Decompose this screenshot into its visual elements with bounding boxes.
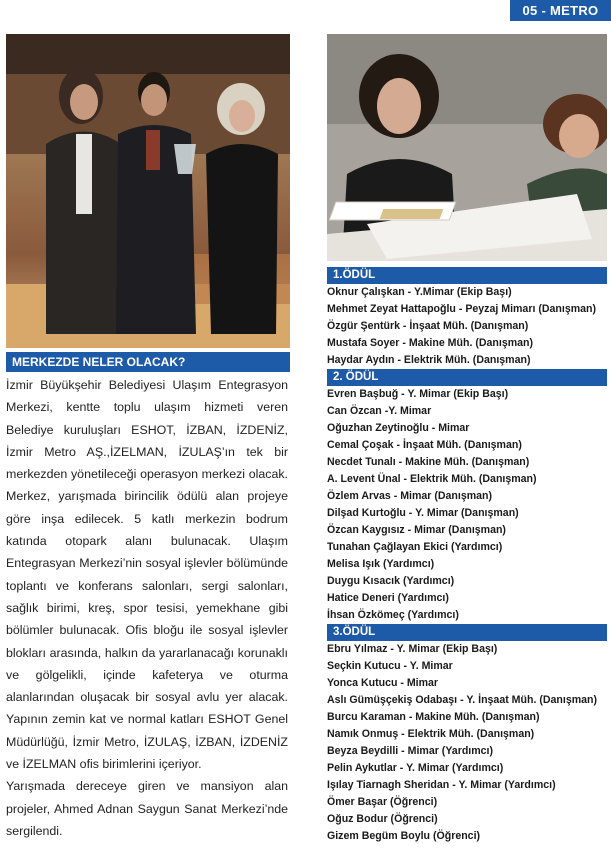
award-member: Aslı Gümüşçekiş Odabaşı - Y. İnşaat Müh. (Danışman) [327,694,598,706]
section-heading: MERKEZDE NELER OLACAK? [6,352,290,372]
award-member: Can Özcan -Y. Mimar [327,405,432,417]
award-member: Yonca Kutucu - Mimar [327,677,439,689]
award-member: Mehmet Zeyat Hattapoğlu - Peyzaj Mimarı (Danışman) [327,303,597,315]
awards-list [327,267,607,845]
award-member: Gizem Begüm Boylu (Öğrenci) [327,830,481,842]
award-member: Tunahan Çağlayan Ekici (Yardımcı) [327,541,503,553]
award-heading-3: 3.ÖDÜL [327,624,607,641]
award-member: Burcu Karaman - Makine Müh. (Danışman) [327,711,540,723]
award-member: İhsan Özkömeç (Yardımcı) [327,609,459,621]
award-member: A. Levent Ünal - Elektrik Müh. (Danışman) [327,473,537,485]
award-member: Işılay Tiarnagh Sheridan - Y. Mimar (Yardımcı) [327,779,556,791]
article-paragraph: İzmir Büyükşehir Belediyesi Ulaşım Entegrasyon Merkezi, kentte toplu ulaşım hizmeti veren Belediye kuruluşları ESHOT, İZBAN, İZDENİZ, İzmir Metro AŞ.,İZELMAN, İZULAŞ’ın tek bir merkezden yönetileceği operasyon merkezi olacak. Merkez, yarışmada birincilik ödülü alan projeye göre inşa edilecek. 5 katlı merkezin bodrum katında otopark alanı bulunacak. Ulaşım Entegrasyan Merkezi’nin sosyal işlevler bölümünde toplantı ve konferans salonları, sergi salonları, sağlık birimi, kreş, spor tesisi, yemekhane gibi bölümler bulunacak. Ofis bloğu ile sosyal işlevler blokları arasında, halkın da yararlanacağı korunaklı ve gölgelikli, içinde kafeterya ve oturma alanlarından oluşacak bir sosyal avlu yer alacak. Yapının zemin kat ve normal katları ESHOT Genel Müdürlüğü, İzmir Metro, İZULAŞ, İZBAN, İZDENİZ ve İZELMAN ofis birimlerini içeriyor. [6,378,288,772]
award-member: Seçkin Kutucu - Y. Mimar [327,660,453,672]
award-member: Melisa Işık (Yardımcı) [327,558,435,570]
award-member: Mustafa Soyer - Makine Müh. (Danışman) [327,337,534,349]
award-member: Oknur Çalışkan - Y.Mimar (Ekip Başı) [327,286,512,298]
award-member: Özcan Kaygısız - Mimar (Danışman) [327,524,506,536]
award-member: Namık Onmuş - Elektrik Müh. (Danışman) [327,728,535,740]
award-member: Cemal Çoşak - İnşaat Müh. (Danışman) [327,439,522,451]
award-heading-2: 2. ÖDÜL [327,369,607,386]
article-paragraph: Yarışmada dereceye giren ve mansiyon alan projeler, Ahmed Adnan Saygun Sanat Merkezi’nde sergilendi. [6,779,288,838]
award-member: Beyza Beydilli - Mimar (Yardımcı) [327,745,494,757]
award-member: Ömer Başar (Öğrenci) [327,796,438,808]
article-body [6,374,288,842]
award-member: Necdet Tunalı - Makine Müh. (Danışman) [327,456,530,468]
page-section-tag: 05 - METRO [510,0,611,21]
award-ceremony-photo [6,34,290,348]
award-member: Oğuzhan Zeytinoğlu - Mimar [327,422,470,434]
award-member: Haydar Aydın - Elektrik Müh. (Danışman) [327,354,531,366]
award-heading-1: 1.ÖDÜL [327,267,607,284]
award-member: Ebru Yılmaz - Y. Mimar (Ekip Başı) [327,643,498,655]
award-member: Özgür Şentürk - İnşaat Müh. (Danışman) [327,320,529,332]
architecture-model-photo [327,34,607,261]
award-member: Duygu Kısacık (Yardımcı) [327,575,455,587]
award-member: Hatice Deneri (Yardımcı) [327,592,449,604]
award-member: Oğuz Bodur (Öğrenci) [327,813,438,825]
award-member: Pelin Aykutlar - Y. Mimar (Yardımcı) [327,762,504,774]
award-member: Dilşad Kurtoğlu - Y. Mimar (Danışman) [327,507,519,519]
award-member: Evren Başbuğ - Y. Mimar (Ekip Başı) [327,388,509,400]
award-member: Özlem Arvas - Mimar (Danışman) [327,490,493,502]
